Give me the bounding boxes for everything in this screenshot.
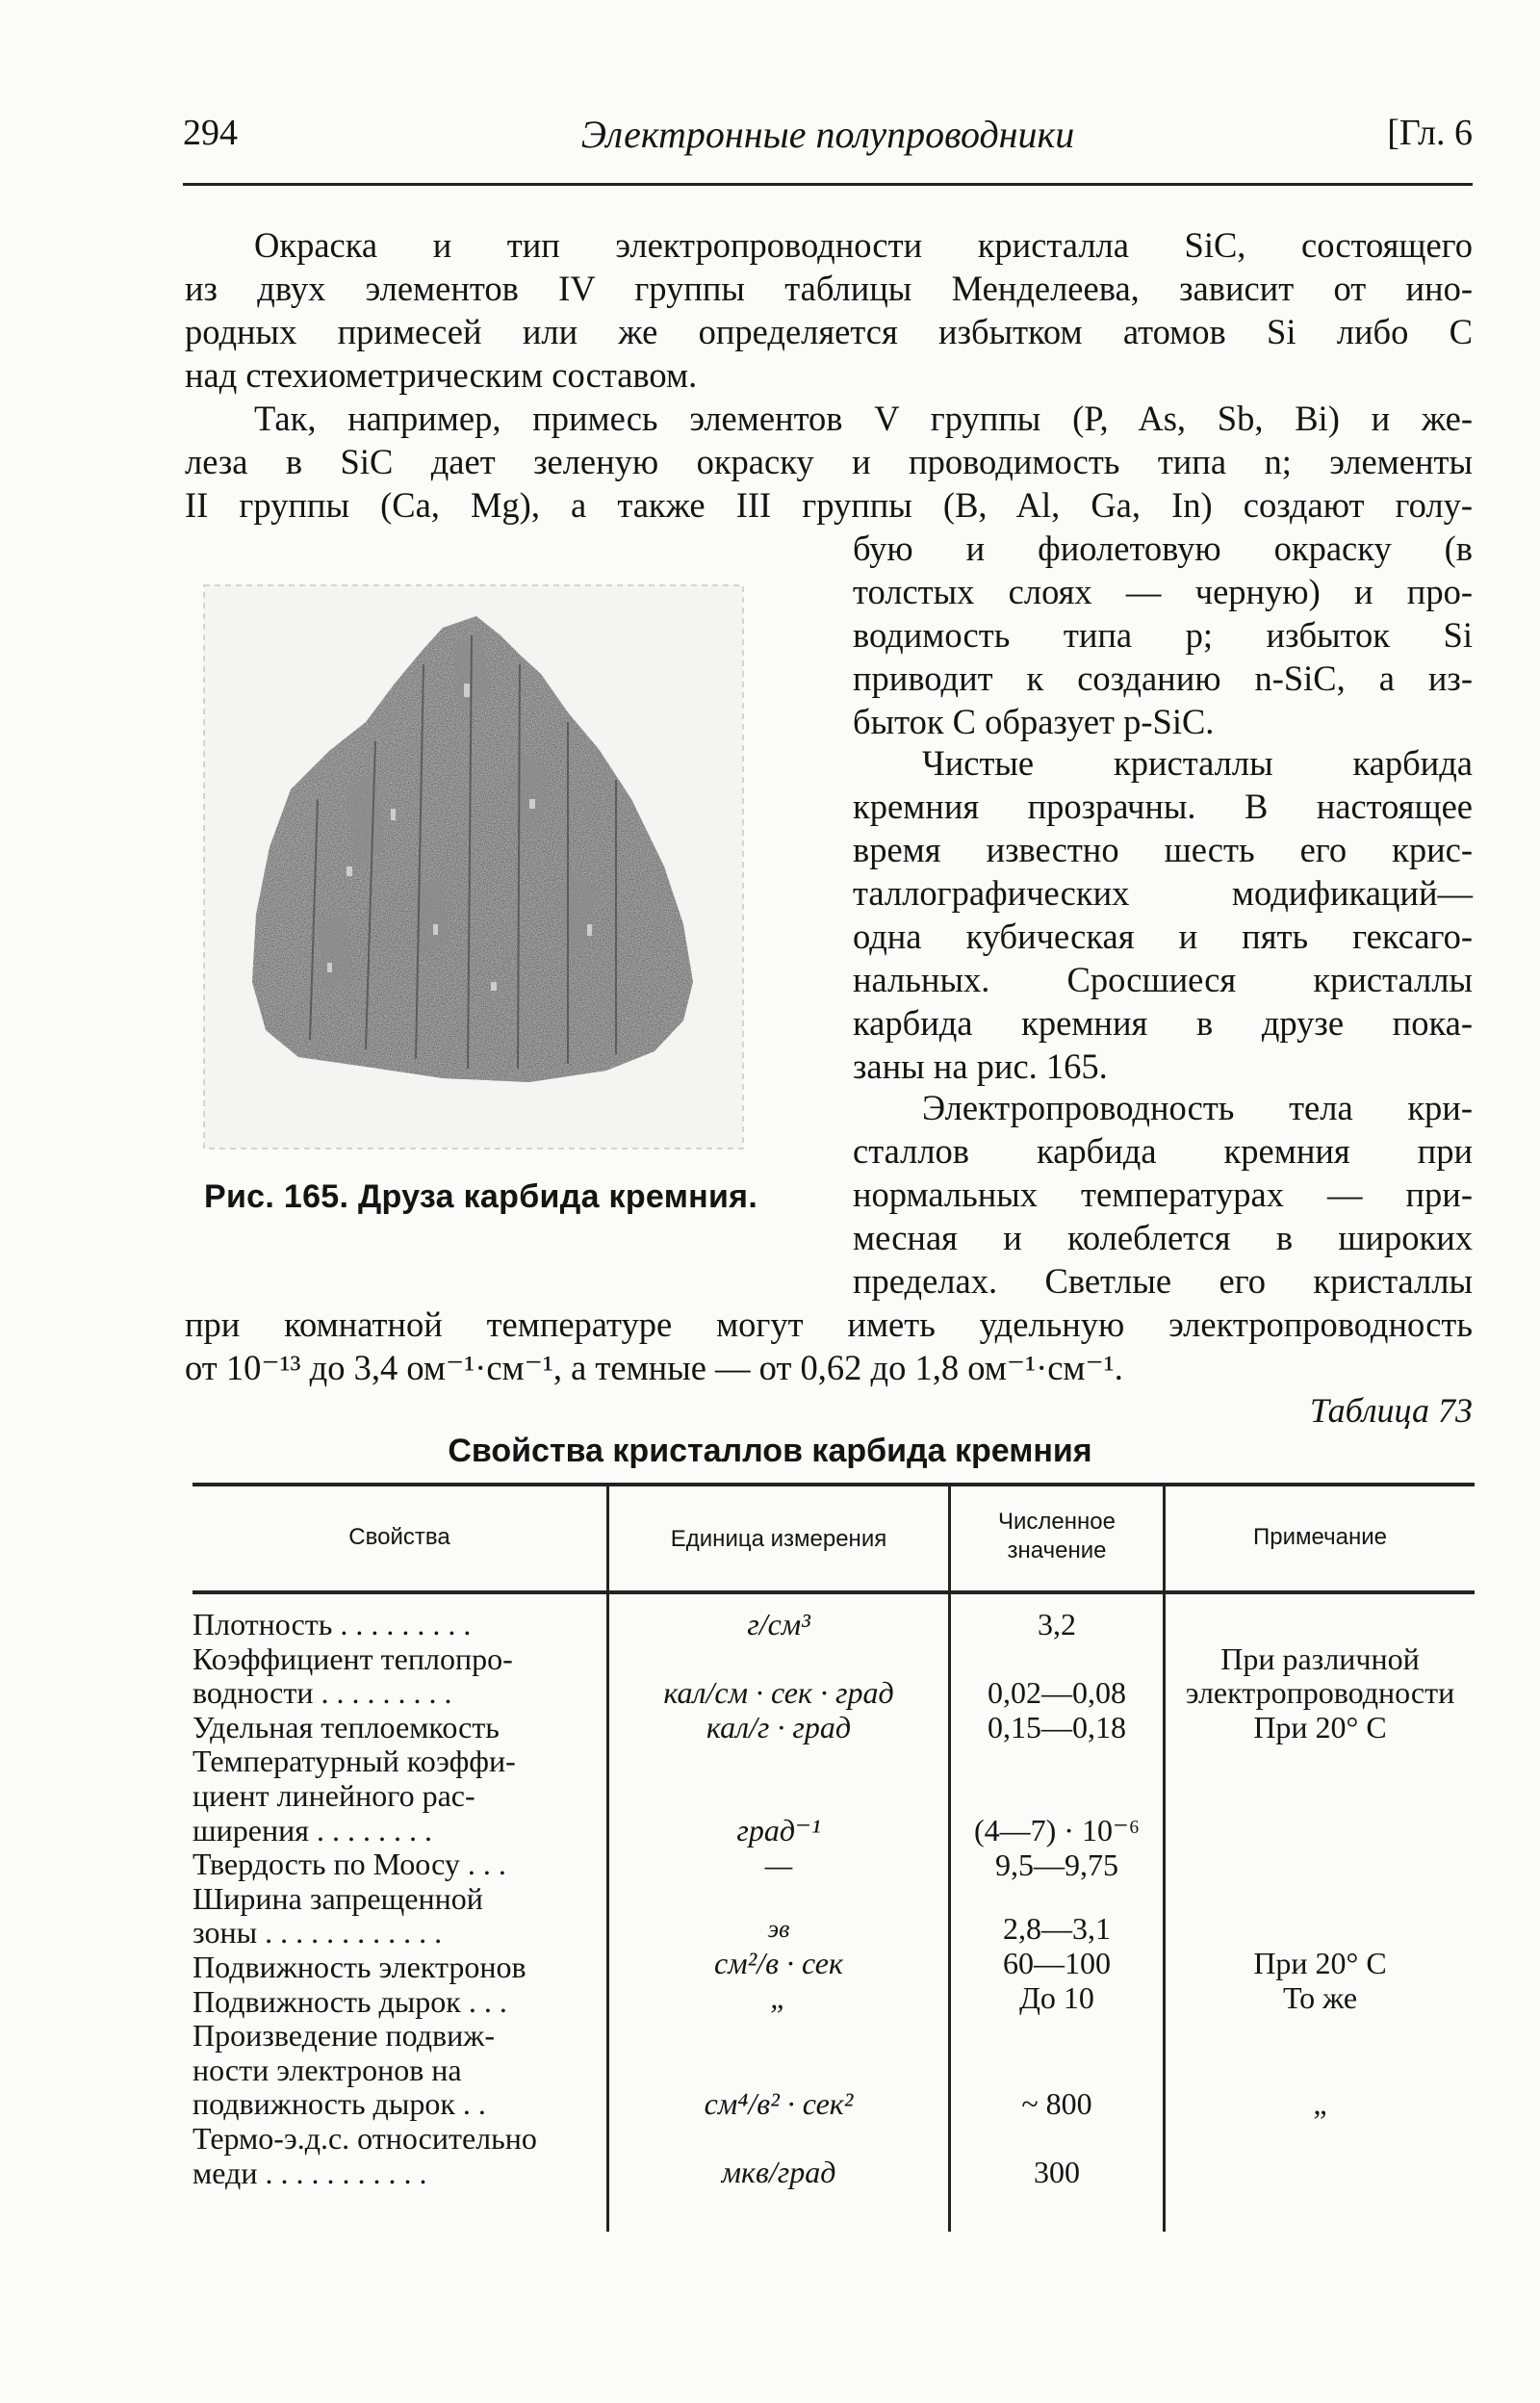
value-cell: 0,02—0,08: [988, 1675, 1126, 1710]
value-cell: До 10: [1019, 1980, 1094, 2015]
text-line: время известно шесть его крис-: [853, 830, 1473, 869]
text-line: сталлов карбида кремния при: [853, 1131, 1473, 1171]
header-value: [951, 1508, 1163, 1565]
paragraph-4-narrow: [853, 1086, 1473, 1303]
text-line: водимость типа p; избыток Si: [853, 615, 1473, 655]
running-header: [183, 112, 1473, 169]
property-line: подвижность дырок . .: [192, 2087, 486, 2122]
unit-cell: эв: [767, 1915, 790, 1943]
unit-cell: „: [770, 1980, 787, 2015]
page-number: 294: [183, 113, 238, 153]
unit-cell: —: [764, 1847, 793, 1882]
property-column: [192, 1608, 606, 2234]
paragraph-2-full: [185, 397, 1473, 527]
property-line: Ширина запрещенной: [192, 1881, 483, 1916]
header-property: Свойства: [348, 1524, 450, 1550]
paragraph-4-full: [185, 1303, 1473, 1389]
text-line: таллографических модификаций—: [853, 873, 1473, 913]
unit-cell: г/см³: [747, 1607, 810, 1641]
text-line: заны на рис. 165.: [853, 1046, 1108, 1086]
running-title: Электронные полупроводники: [580, 113, 1075, 156]
value-cell: 0,15—0,18: [988, 1710, 1126, 1744]
property-line: Подвижность электронов: [192, 1951, 526, 1984]
property-line: Коэффициент теплопро-: [192, 1641, 513, 1676]
text-line: бую и фиолетовую окраску (в: [853, 529, 1473, 568]
header-note: Примечание: [1253, 1524, 1387, 1550]
figure-165-photo: [202, 578, 770, 1155]
table-title: Свойства кристаллов карбида кремния: [448, 1433, 1092, 1469]
text-line: Чистые кристаллы карбида: [922, 743, 1473, 783]
text-line: родных примесей или же определяется избытком атомов Si либо C: [185, 312, 1473, 351]
note-cell: При различной: [1220, 1641, 1420, 1676]
header-value-line: значение: [1007, 1537, 1107, 1563]
table-header-rule: [192, 1590, 1475, 1594]
crystal-druse-image: [202, 578, 770, 1155]
property-line: Твердость по Моосу . . .: [192, 1847, 506, 1882]
paragraph-1: [185, 223, 1473, 397]
text-line: кремния прозрачны. В настоящее: [853, 787, 1473, 826]
text-line: одна кубическая и пять гексаго-: [853, 917, 1473, 956]
header-value-line: Численное: [998, 1509, 1116, 1535]
paragraph-2-narrow: [853, 527, 1473, 743]
paragraph-3: [853, 741, 1473, 1088]
property-line: Удельная теплоемкость: [192, 1710, 500, 1744]
properties-table: [192, 1483, 1475, 2234]
value-cell: 2,8—3,1: [1003, 1911, 1111, 1946]
value-cell: 300: [1034, 2155, 1080, 2189]
table-number: Таблица 73: [1309, 1391, 1473, 1430]
text-line: приводит к созданию n-SiC, а из-: [853, 659, 1473, 698]
text-line: пределах. Светлые его кристаллы: [853, 1261, 1473, 1301]
text-line: от 10⁻¹³ до 3,4 ом⁻¹·см⁻¹, а темные — от 0,62 до 1,8 ом⁻¹·см⁻¹.: [185, 1348, 1123, 1387]
text-line: над стехиометрическим составом.: [185, 355, 698, 395]
unit-cell: кал/см · сек · град: [663, 1675, 894, 1710]
property-line: ности электронов на: [192, 2053, 462, 2087]
property-line: Температурный коэффи-: [192, 1744, 516, 1779]
text-line: нальных. Сросшиеся кристаллы: [853, 960, 1473, 999]
text-line: Окраска и тип электропроводности кристалла SiC, состоящего: [254, 225, 1473, 265]
note-cell: При 20° C: [1253, 1946, 1387, 1980]
note-cell: электропроводности: [1185, 1675, 1455, 1710]
text-line: Так, например, примесь элементов V группы (P, As, Sb, Bi) и же-: [254, 399, 1473, 438]
text-line: леза в SiC дает зеленую окраску и проводимость типа n; элементы: [185, 442, 1473, 481]
text-line: Электропроводность тела кри-: [922, 1088, 1473, 1127]
property-line: водности . . . . . . . . .: [192, 1676, 452, 1711]
text-line: быток C образует p-SiC.: [853, 702, 1215, 741]
value-cell: ~ 800: [1021, 2086, 1092, 2121]
note-cell: То же: [1282, 1980, 1358, 2015]
value-cell: 9,5—9,75: [995, 1847, 1118, 1882]
text-line: месная и колеблется в широких: [853, 1218, 1473, 1257]
header-unit: Единица измерения: [670, 1526, 887, 1552]
text-line: из двух элементов IV группы таблицы Менделеева, зависит от ино-: [185, 269, 1473, 308]
property-line: меди . . . . . . . . . . .: [192, 2156, 427, 2190]
unit-cell: мкв/град: [721, 2155, 836, 2189]
property-line: ширения . . . . . . . .: [192, 1813, 432, 1847]
property-line: циент линейного рас-: [192, 1779, 475, 1813]
value-cell: 3,2: [1038, 1607, 1076, 1641]
property-line: зоны . . . . . . . . . . . .: [192, 1916, 443, 1951]
text-line: толстых слоях — черную) и про-: [853, 572, 1473, 611]
property-line: Термо-э.д.с. относительно: [192, 2122, 537, 2156]
text-line: нормальных температурах — при-: [853, 1175, 1473, 1214]
text-line: при комнатной температуре могут иметь удельную электропроводность: [185, 1305, 1473, 1344]
note-cell: „: [1313, 2086, 1327, 2121]
property-line: Плотность . . . . . . . . .: [192, 1608, 472, 1641]
value-cell: (4—7) · 10⁻⁶: [973, 1813, 1140, 1847]
table-top-rule: [192, 1483, 1475, 1486]
text-line: карбида кремния в друзе пока-: [853, 1003, 1473, 1043]
unit-cell: см²/в · сек: [714, 1946, 843, 1980]
unit-cell: см⁴/в² · сек²: [704, 2086, 854, 2121]
property-line: Произведение подвиж-: [192, 2019, 495, 2054]
note-cell: При 20° C: [1253, 1710, 1387, 1744]
unit-cell: кал/г · град: [706, 1710, 852, 1744]
text-line: II группы (Ca, Mg), а также III группы (B, Al, Ga, In) создают голу-: [185, 485, 1473, 525]
property-line: Подвижность дырок . . .: [192, 1984, 507, 2019]
figure-caption: Рис. 165. Друза карбида кремния.: [204, 1178, 758, 1215]
chapter-label: [Гл. 6: [1387, 113, 1473, 153]
header-rule: [183, 183, 1473, 186]
value-cell: 60—100: [1003, 1946, 1111, 1980]
unit-cell: град⁻¹: [736, 1813, 821, 1847]
